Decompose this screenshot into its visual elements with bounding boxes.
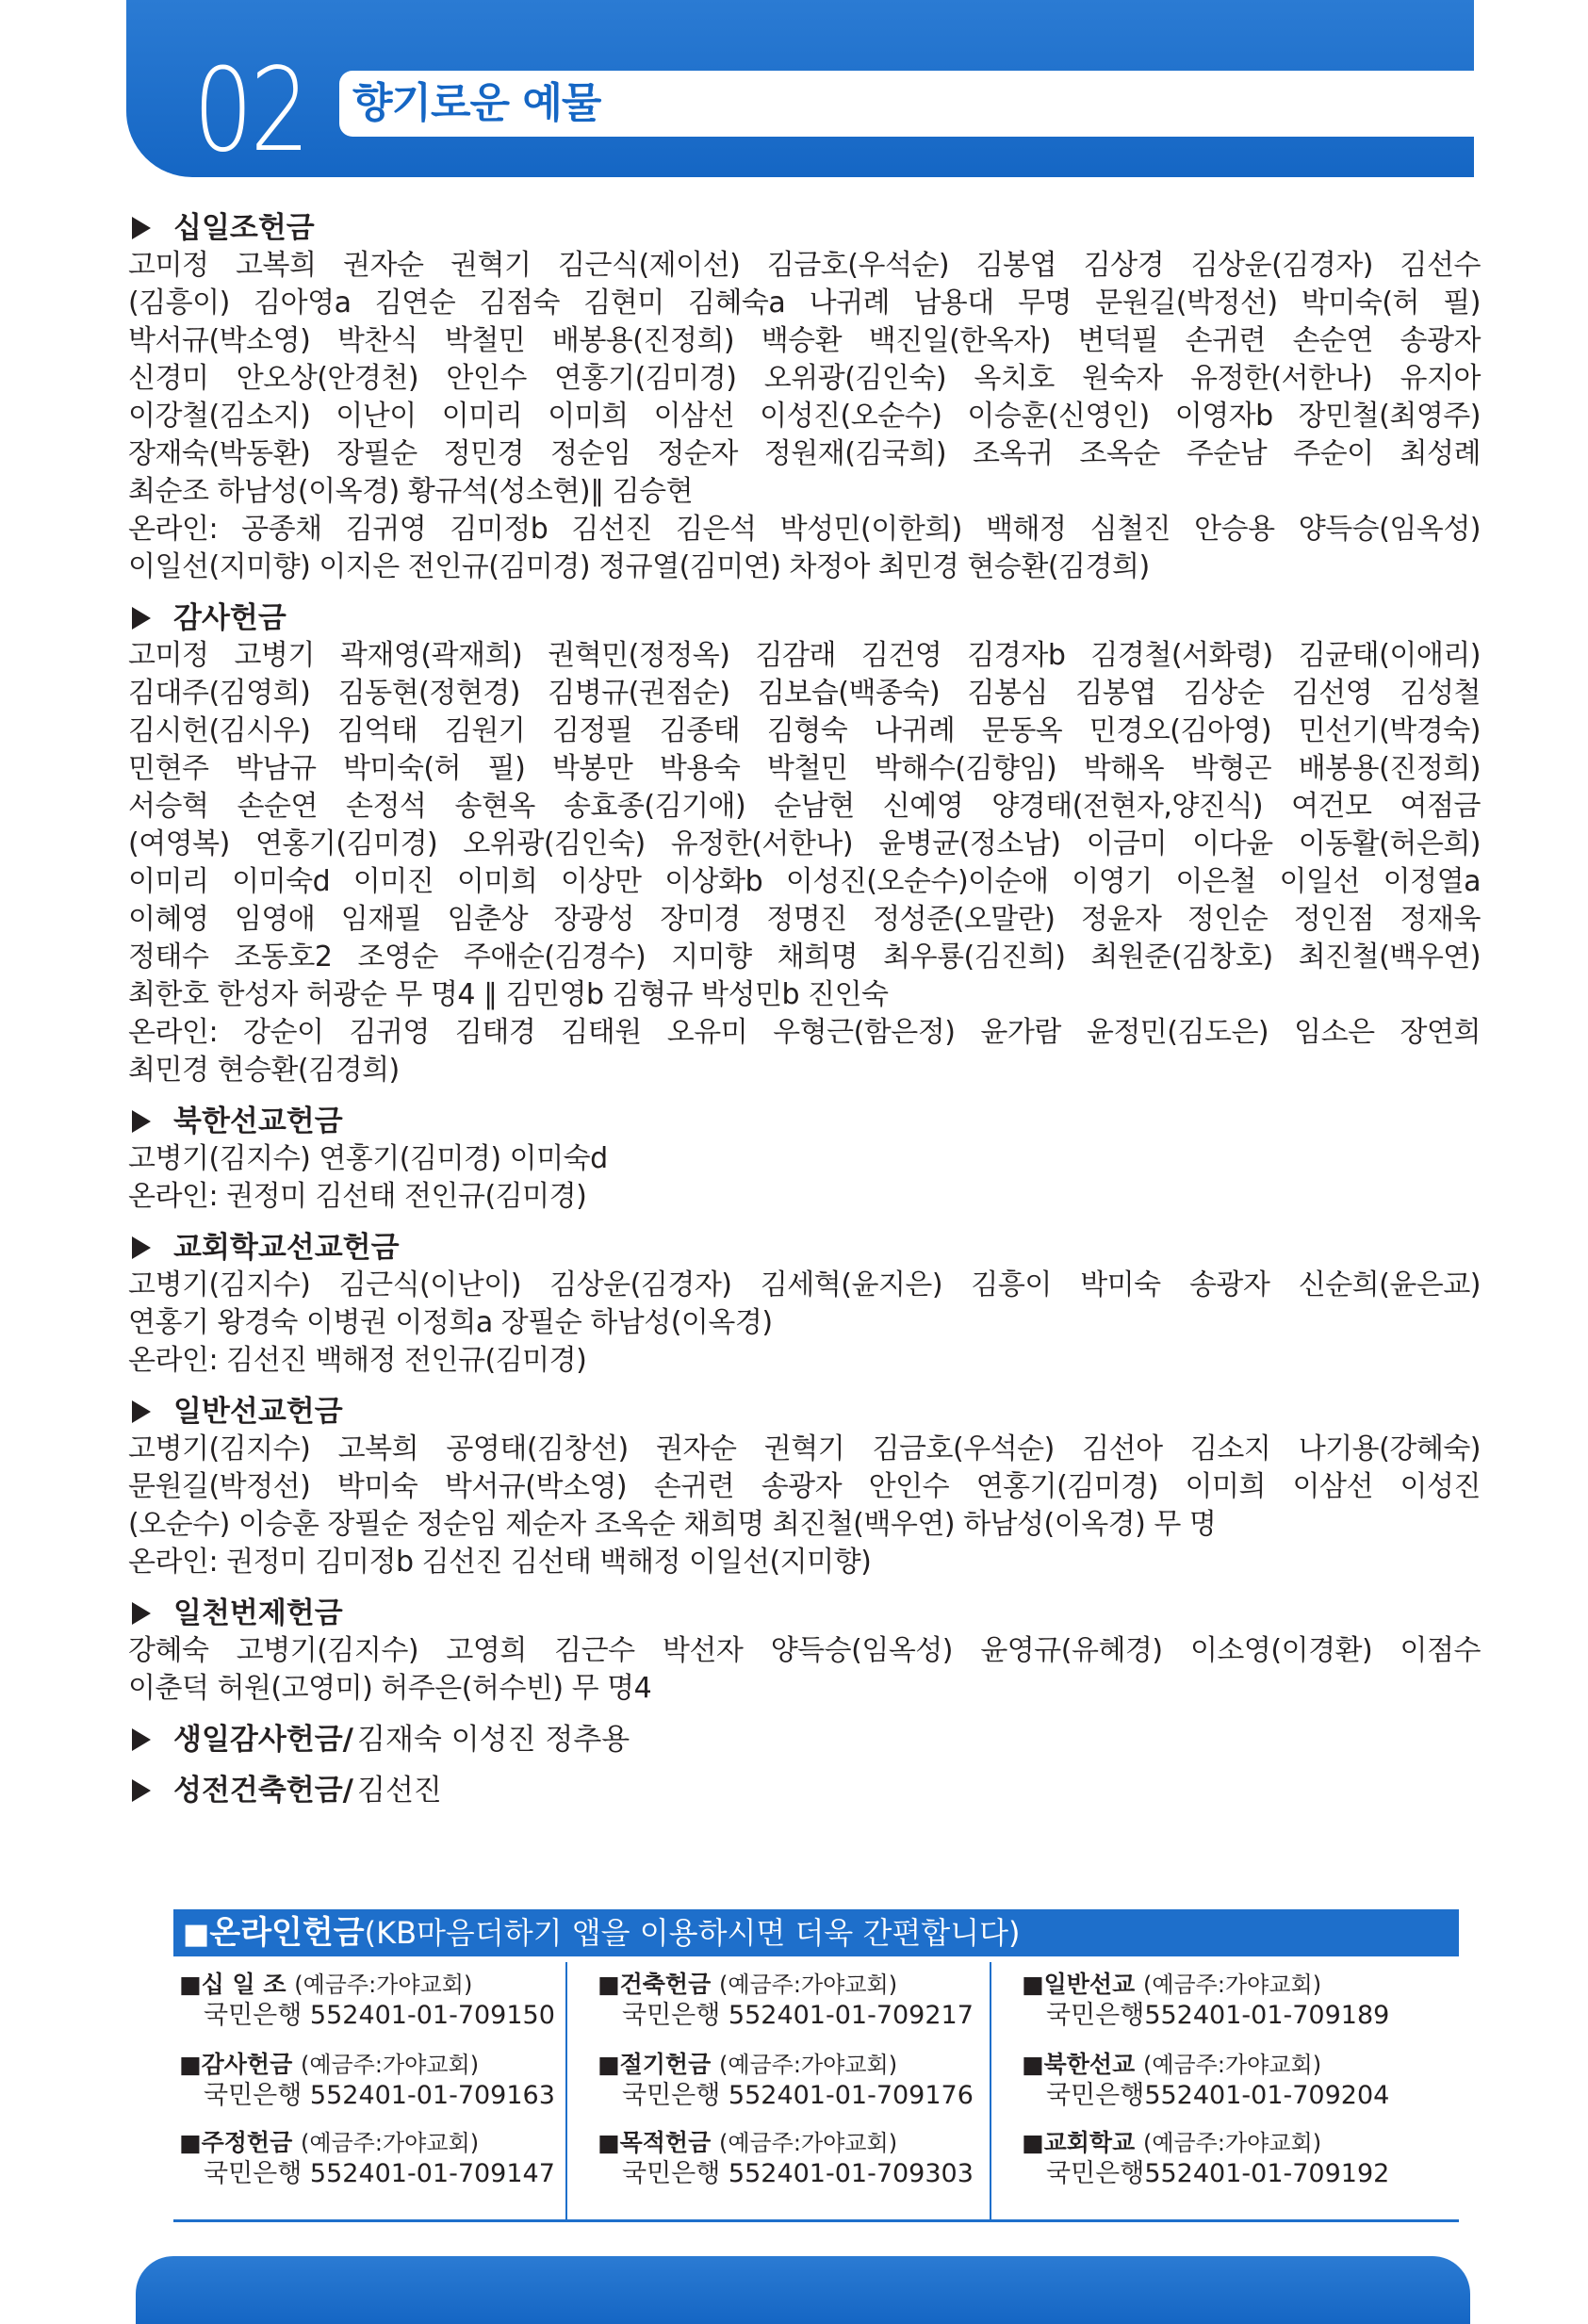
online-offering-subtitle: (KB마음더하기 앱을 이용하시면 더욱 간편합니다) [364, 1915, 1021, 1951]
name-line: 온라인: 강순이 김귀영 김태경 김태원 오유미 우형근(함은정) 윤가람 윤정민(김도은) 임소은 장연희 [128, 1016, 1481, 1049]
bank-account [598, 2128, 1012, 2190]
account-name [598, 1970, 1012, 2000]
section-heading [128, 209, 1481, 247]
name-line: (김흥이) 김아영a 김연순 김점숙 김현미 김혜숙a 나귀례 남용대 무명 문원길(박정선) 박미숙(허 필) [128, 286, 1481, 319]
offering-section [128, 1229, 1481, 1380]
offering-section [128, 1721, 1481, 1759]
account-number: 국민은행 552401-01-709147 [204, 2159, 555, 2188]
offering-section [128, 1772, 1481, 1809]
grid-bottom-rule [173, 2219, 1459, 2222]
section-heading [128, 1595, 1481, 1632]
section-number: 02 [193, 43, 307, 177]
section-title: 감사헌금 [173, 601, 286, 635]
account-holder: (예금주:가야교회) [718, 2130, 898, 2156]
section-heading [128, 1393, 1481, 1431]
account-number: 국민은행552401-01-709204 [1046, 2081, 1390, 2110]
name-line: 정태수 조동호2 조영순 주애순(김경수) 지미향 채희명 최우룡(김진희) 최원준(김창호) 최진철(백우연) [128, 941, 1481, 974]
section-title: 일반선교헌금 [173, 1395, 343, 1429]
triangle-bullet-icon [132, 1602, 151, 1625]
name-line: 김시헌(김시우) 김억태 김원기 김정필 김종태 김형숙 나귀례 문동옥 민경오(김아영) 민선기(박경숙) [128, 714, 1481, 747]
account-name [1022, 1970, 1436, 2000]
offering-section [128, 1595, 1481, 1708]
name-line: 이혜영 임영애 임재필 임춘상 장광성 장미경 정명진 정성준(오말란) 정윤자 정인순 정인점 정재욱 [128, 903, 1481, 936]
name-line: 서승혁 손순연 손정석 송현옥 송효종(김기애) 순남현 신예영 양경태(전현자,양진식) 여건모 여점금 [128, 790, 1481, 823]
bank-account [179, 2128, 594, 2190]
account-holder: (예금주:가야교회) [300, 2130, 480, 2156]
section-names: 김선진 [357, 1774, 442, 1808]
bank-account [179, 2050, 594, 2112]
offering-section [128, 599, 1481, 1089]
account-grid [173, 1962, 1459, 2219]
section-heading [128, 599, 1481, 637]
section-names: 김재숙 이성진 정추용 [357, 1723, 630, 1757]
section-heading [128, 1229, 1481, 1267]
account-name [1022, 2128, 1436, 2158]
offering-section [128, 209, 1481, 586]
account-holder: (예금주:가야교회) [718, 2052, 898, 2078]
account-name [598, 2050, 1012, 2080]
account-number: 국민은행 552401-01-709303 [622, 2159, 974, 2188]
account-name [1022, 2050, 1436, 2080]
account-number: 국민은행 552401-01-709150 [204, 2001, 555, 2030]
square-bullet-icon: ■ [183, 1918, 210, 1951]
name-line: 이춘덕 허원(고영미) 허주은(허수빈) 무 명4 [128, 1672, 652, 1705]
account-type: ■건축헌금 [598, 1971, 712, 1998]
triangle-bullet-icon [132, 1236, 151, 1259]
section-title: 십일조헌금 [173, 211, 315, 245]
account-name [179, 2050, 594, 2080]
account-name [598, 2128, 1012, 2158]
name-line: (오순수) 이승훈 장필순 정순임 제순자 조옥순 채희명 최진철(백우연) 하남성(이옥경) 무 명 [128, 1508, 1217, 1541]
name-line: 민현주 박남규 박미숙(허 필) 박봉만 박용숙 박철민 박해수(김향임) 박해옥 박형곤 배봉용(진정희) [128, 752, 1481, 785]
account-type: ■일반선교 [1022, 1971, 1136, 1998]
name-line: 온라인: 권정미 김선태 전인규(김미경) [128, 1180, 587, 1213]
page-footer-banner [136, 2256, 1470, 2324]
online-offering-title [183, 1911, 1021, 1960]
bank-account [1022, 1970, 1436, 2032]
account-number: 국민은행 552401-01-709217 [622, 2001, 974, 2030]
offering-section [128, 1103, 1481, 1216]
account-number: 국민은행 552401-01-709176 [622, 2081, 974, 2110]
account-name [179, 1970, 594, 2000]
name-line: 연홍기 왕경숙 이병권 이정희a 장필순 하남성(이옥경) [128, 1306, 773, 1339]
online-offering-banner [173, 1909, 1459, 1956]
name-line: 최한호 한성자 허광순 무 명4 ∥ 김민영b 김형규 박성민b 진인숙 [128, 978, 889, 1011]
triangle-bullet-icon [132, 217, 151, 239]
name-line: 온라인: 권정미 김미정b 김선진 김선태 백해정 이일선(지미향) [128, 1546, 872, 1579]
name-line: 고미정 고복희 권자순 권혁기 김근식(제이선) 김금호(우석순) 김봉엽 김상경 김상운(김경자) 김선수 [128, 249, 1481, 282]
name-line: 이미리 이미숙d 이미진 이미희 이상만 이상화b 이성진(오순수)이순애 이영기 이은철 이일선 이정열a [128, 865, 1481, 898]
triangle-bullet-icon [132, 1779, 151, 1802]
account-name [179, 2128, 594, 2158]
account-holder: (예금주:가야교회) [294, 1972, 473, 1998]
section-title: 일천번제헌금 [173, 1596, 343, 1630]
name-line: 이강철(김소지) 이난이 이미리 이미희 이삼선 이성진(오순수) 이승훈(신영인) 이영자b 장민철(최영주) [128, 400, 1481, 433]
header-title-box [339, 71, 1474, 137]
account-type: ■절기헌금 [598, 2051, 712, 2078]
triangle-bullet-icon [132, 1110, 151, 1133]
triangle-bullet-icon [132, 1400, 151, 1423]
offering-section [128, 1393, 1481, 1581]
online-offering-heading: 온라인헌금 [209, 1914, 365, 1952]
bank-account [1022, 2050, 1436, 2112]
account-number: 국민은행552401-01-709189 [1046, 2001, 1390, 2030]
account-type: ■십 일 조 [179, 1971, 286, 1998]
account-holder: (예금주:가야교회) [1142, 1972, 1322, 1998]
name-line: 김대주(김영희) 김동현(정현경) 김병규(권점순) 김보습(백종숙) 김봉심 김봉엽 김상순 김선영 김성철 [128, 677, 1481, 710]
bank-account [598, 1970, 1012, 2032]
account-holder: (예금주:가야교회) [300, 2052, 480, 2078]
name-line: 이일선(지미향) 이지은 전인규(김미경) 정규열(김미연) 차정아 최민경 현승환(김경희) [128, 550, 1150, 583]
name-line: 신경미 안오상(안경천) 안인수 연홍기(김미경) 오위광(김인숙) 옥치호 원숙자 유정한(서한나) 유지아 [128, 362, 1481, 395]
section-title: 생일감사헌금/ [173, 1723, 353, 1757]
account-holder: (예금주:가야교회) [1142, 2052, 1322, 2078]
account-number: 국민은행552401-01-709192 [1046, 2159, 1390, 2188]
name-line: 최민경 현승환(김경희) [128, 1054, 400, 1087]
triangle-bullet-icon [132, 607, 151, 630]
name-line: 고병기(김지수) 연홍기(김미경) 이미숙d [128, 1142, 608, 1175]
account-holder: (예금주:가야교회) [1142, 2130, 1322, 2156]
section-heading [128, 1103, 1481, 1140]
account-type: ■감사헌금 [179, 2051, 293, 2078]
account-type: ■목적헌금 [598, 2129, 712, 2156]
account-number: 국민은행 552401-01-709163 [204, 2081, 555, 2110]
bank-account [598, 2050, 1012, 2112]
name-line: 온라인: 김선진 백해정 전인규(김미경) [128, 1344, 587, 1377]
name-line: 장재숙(박동환) 장필순 정민경 정순임 정순자 정원재(김국희) 조옥귀 조옥순 주순남 주순이 최성례 [128, 437, 1481, 470]
account-holder: (예금주:가야교회) [718, 1972, 898, 1998]
bank-account [179, 1970, 594, 2032]
section-heading [128, 1772, 1481, 1809]
section-title: 북한선교헌금 [173, 1105, 343, 1138]
name-line: 강혜숙 고병기(김지수) 고영희 김근수 박선자 양득승(임옥성) 윤영규(유혜경) 이소영(이경환) 이점수 [128, 1634, 1481, 1667]
page-title: 향기로운 예물 [352, 79, 601, 127]
name-line: 고병기(김지수) 김근식(이난이) 김상운(김경자) 김세혁(윤지은) 김흥이 박미숙 송광자 신순희(윤은교) [128, 1268, 1481, 1301]
account-type: ■주정헌금 [179, 2129, 293, 2156]
bank-account [1022, 2128, 1436, 2190]
triangle-bullet-icon [132, 1728, 151, 1751]
name-line: 고병기(김지수) 고복희 공영태(김창선) 권자순 권혁기 김금호(우석순) 김선아 김소지 나기용(강혜숙) [128, 1432, 1481, 1465]
section-title: 성전건축헌금/ [173, 1774, 353, 1808]
account-type: ■교회학교 [1022, 2129, 1136, 2156]
account-type: ■북한선교 [1022, 2051, 1136, 2078]
name-line: 최순조 하남성(이옥경) 황규석(성소현)∥ 김승현 [128, 475, 694, 508]
section-title: 교회학교선교헌금 [173, 1231, 400, 1265]
name-line: 고미정 고병기 곽재영(곽재희) 권혁민(정정옥) 김감래 김건영 김경자b 김경철(서화령) 김균태(이애리) [128, 639, 1481, 672]
section-heading [128, 1721, 1481, 1759]
name-line: 온라인: 공종채 김귀영 김미정b 김선진 김은석 박성민(이한희) 백해정 심철진 안승용 양득승(임옥성) [128, 513, 1481, 546]
name-line: (여영복) 연홍기(김미경) 오위광(김인숙) 유정한(서한나) 윤병균(정소남) 이금미 이다윤 이동활(허은희) [128, 827, 1481, 860]
offering-list [128, 209, 1481, 1823]
name-line: 문원길(박정선) 박미숙 박서규(박소영) 손귀련 송광자 안인수 연홍기(김미경) 이미희 이삼선 이성진 [128, 1470, 1481, 1503]
name-line: 박서규(박소영) 박찬식 박철민 배봉용(진정희) 백승환 백진일(한옥자) 변덕필 손귀련 손순연 송광자 [128, 324, 1481, 357]
